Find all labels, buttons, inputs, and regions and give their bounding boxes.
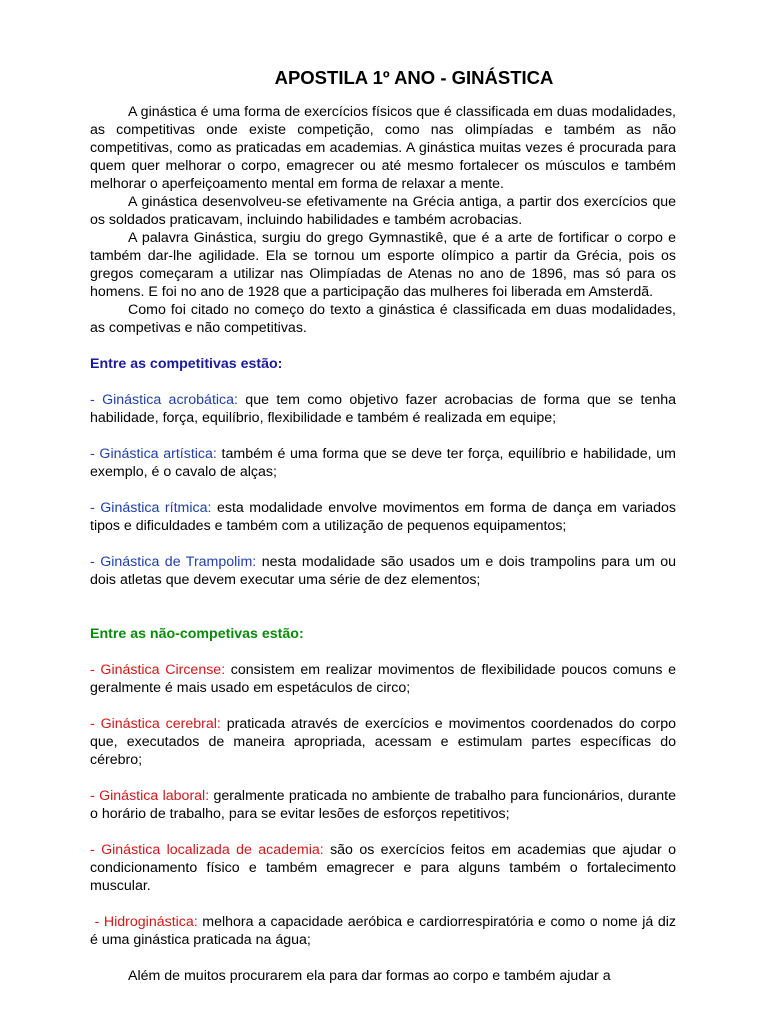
item-prefix: - <box>90 554 101 570</box>
competitive-heading: Entre as competitivas estão: <box>90 356 283 372</box>
item-description: são os exercícios feitos em academias que ajudar o condicionamento físico e também emagrecer e para alguns também o fortalecimento muscular. <box>90 842 676 894</box>
item-description: também é uma forma que se deve ter força, equilíbrio e habilidade, um exemplo, é o cavalo de alças; <box>90 446 676 480</box>
document-body <box>90 103 680 985</box>
item-prefix: - <box>90 716 101 732</box>
item-description: esta modalidade envolve movimentos em forma de dança em variados tipos e dificuldades e também com a utilização de pequenos equipamentos; <box>90 500 676 534</box>
item-term: Ginástica de Trampolim: <box>100 554 257 570</box>
item-prefix: - <box>90 500 101 516</box>
list-item-noncompetitive <box>90 661 676 697</box>
item-prefix: - <box>90 842 102 858</box>
item-prefix: - <box>90 662 101 678</box>
item-term: Ginástica cerebral: <box>100 716 221 732</box>
item-description: geralmente praticada no ambiente de trabalho para funcionários, durante o horário de trabalho, para se evitar lesões de esforços repetitivos; <box>90 788 676 822</box>
page-title: APOSTILA 1º ANO - GINÁSTICA <box>274 67 554 88</box>
item-term: Ginástica laboral: <box>99 788 210 804</box>
item-description: que tem como objetivo fazer acrobacias de forma que se tenha habilidade, força, equilíbrio, flexibilidade e também é realizada em equipe; <box>90 392 677 426</box>
closing-paragraph: Além de muitos procurarem ela para dar formas ao corpo e também ajudar a <box>128 968 611 984</box>
list-item-competitive <box>90 391 676 427</box>
item-description: consistem em realizar movimentos de flexibilidade poucos comuns e geralmente é mais usado em espetáculos de circo; <box>90 662 676 696</box>
intro-paragraph: A palavra Ginástica, surgiu do grego Gymnastikê, que é a arte de fortificar o corpo e também dar-lhe agilidade. Ela se tornou um esporte olímpico a partir da Grécia, pois os gregos começaram a utilizar nas Olimpíadas de Atenas no ano de 1896, mas só para os homens. E foi no ano de 1928 que a participação das mulheres foi liberada em Amsterdã. <box>90 230 676 300</box>
list-item-competitive <box>90 445 676 481</box>
item-term: Ginástica localizada de academia: <box>101 842 324 858</box>
intro-paragraph: Como foi citado no começo do texto a ginástica é classificada em duas modalidades, as competivas e não competitivas. <box>90 302 676 336</box>
intro-paragraph: A ginástica desenvolveu-se efetivamente na Grécia antiga, a partir dos exercícios que os soldados praticavam, incluindo habilidades e também acrobacias. <box>90 194 676 228</box>
item-prefix: - <box>90 914 104 930</box>
list-item-noncompetitive <box>90 787 676 823</box>
item-prefix: - <box>90 446 100 462</box>
noncompetitive-heading: Entre as não-competivas estão: <box>90 626 304 642</box>
item-term: Ginástica rítmica: <box>100 500 212 516</box>
item-prefix: - <box>90 392 103 408</box>
list-item-noncompetitive <box>90 841 676 895</box>
list-item-competitive <box>90 553 676 589</box>
item-description: melhora a capacidade aeróbica e cardiorrespiratória e como o nome já diz é uma ginástica praticada na água; <box>90 914 680 948</box>
item-description: praticada através de exercícios e movimentos coordenados do corpo que, executados de maneira apropriada, acessam e estimulam partes específicas do cérebro; <box>90 716 677 768</box>
list-item-competitive <box>90 499 676 535</box>
item-term: Hidroginástica: <box>103 914 198 930</box>
item-term: Ginástica Circense: <box>100 662 226 678</box>
list-item-noncompetitive <box>90 715 676 769</box>
item-term: Ginástica acrobática: <box>102 392 238 408</box>
item-prefix: - <box>90 788 100 804</box>
intro-paragraph: A ginástica é uma forma de exercícios físicos que é classificada em duas modalidades, as competitivas onde existe competição, como nas olimpíadas e também as não competitivas, como as praticadas em academias. A ginástica muitas vezes é procurada para quem quer melhorar o corpo, emagrecer ou até mesmo fortalecer os músculos e também melhorar o aperfeiçoamento mental em forma de relaxar a mente. <box>90 104 676 192</box>
item-description: nesta modalidade são usados um e dois trampolins para um ou dois atletas que devem executar uma série de dez elementos; <box>90 554 677 588</box>
item-term: Ginástica artística: <box>99 446 217 462</box>
list-item-noncompetitive <box>90 913 680 949</box>
